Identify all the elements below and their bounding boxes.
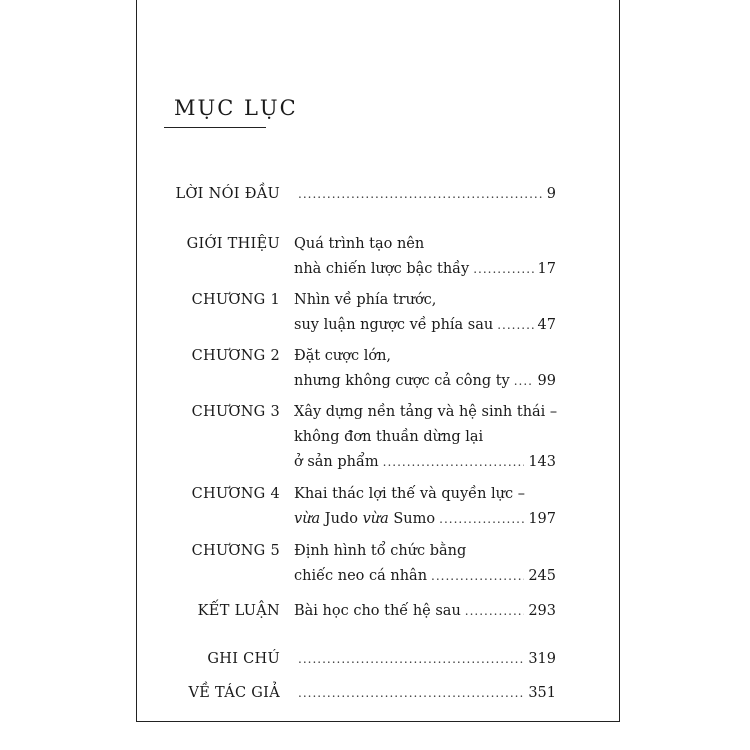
toc-entry[interactable] [294,543,556,593]
toc-entry-label: GHI CHÚ [207,651,280,667]
toc-page-number: 293 [528,603,556,619]
toc-page-number: 9 [546,186,556,202]
toc-page-number: 99 [537,373,556,389]
toc-entry-line [294,317,556,342]
toc-page-number: 197 [528,511,556,527]
toc-entry[interactable] [294,486,556,536]
toc-entry-line [294,543,556,568]
toc-entry-label: LỜI NÓI ĐẦU [175,186,280,202]
toc-entry-title: Xây dựng nền tảng và hệ sinh thái – [294,404,558,420]
toc-entry-line [294,685,556,710]
toc-entry-label: CHƯƠNG 4 [191,486,280,502]
toc-entry-title: Khai thác lợi thế và quyền lực – [294,486,525,502]
toc-entry[interactable] [294,236,556,286]
toc-entry[interactable] [294,348,556,398]
toc-entry-line [294,429,556,454]
toc-entry[interactable] [294,685,556,710]
toc-entry-title: nhà chiến lược bậc thầy [294,261,470,277]
toc-entry-line [294,651,556,676]
dot-leader [473,262,533,276]
dot-leader [431,569,524,583]
toc-entry-line [294,454,556,479]
toc-entry-line [294,568,556,593]
toc-entry[interactable] [294,292,556,342]
dot-leader [298,187,543,201]
toc-entry-line [294,236,556,261]
dot-leader [298,686,524,700]
toc-page-number: 47 [537,317,556,333]
dot-leader [298,652,524,666]
toc-page-number: 17 [537,261,556,277]
toc-entry-title: ở sản phẩm [294,454,379,470]
toc-entry-line [294,603,556,628]
toc-entry-line [294,404,556,429]
toc-entry-title: suy luận ngược về phía sau [294,317,494,333]
toc-page-number: 319 [528,651,556,667]
toc-entry[interactable] [294,651,556,676]
toc-entry-label: GIỚI THIỆU [186,236,280,252]
toc-entry-title: Quá trình tạo nên [294,236,425,252]
toc-entry-line [294,511,556,536]
toc-entry[interactable] [294,404,556,479]
dot-leader [514,374,534,388]
toc-entry-title: không đơn thuần dừng lại [294,429,484,445]
toc-entry-line [294,186,556,211]
toc-entry-title: nhưng không cược cả công ty [294,373,510,389]
toc-page-number: 351 [528,685,556,701]
dot-leader [497,318,533,332]
toc-entry-line [294,261,556,286]
dot-leader [465,604,525,618]
toc-entry[interactable] [294,603,556,628]
toc-entry[interactable] [294,186,556,211]
toc-entry-label: CHƯƠNG 5 [191,543,280,559]
toc-entry-line [294,373,556,398]
heading-underline [164,127,266,128]
toc-entry-label: VỀ TÁC GIẢ [188,685,280,701]
toc-page-number: 143 [528,454,556,470]
toc-page-number: 245 [528,568,556,584]
toc-entry-title: vừa Judo vừa Sumo [294,511,436,527]
toc-entry-label: CHƯƠNG 1 [191,292,280,308]
toc-entry-label: CHƯƠNG 2 [191,348,280,364]
toc-entry-title: Bài học cho thế hệ sau [294,603,461,619]
toc-entry-title: Định hình tổ chức bằng [294,543,467,559]
toc-entry-label: CHƯƠNG 3 [191,404,280,420]
toc-entry-title: Đặt cược lớn, [294,348,392,364]
toc-entry-title: Nhìn về phía trước, [294,292,437,308]
toc-entry-line [294,292,556,317]
toc-entry-label: KẾT LUẬN [197,603,280,619]
toc-heading: MỤC LỤC [174,96,298,120]
toc-entry-line [294,348,556,373]
toc-entry-title: chiếc neo cá nhân [294,568,428,584]
toc-entry-line [294,486,556,511]
dot-leader [439,512,524,526]
dot-leader [383,455,525,469]
